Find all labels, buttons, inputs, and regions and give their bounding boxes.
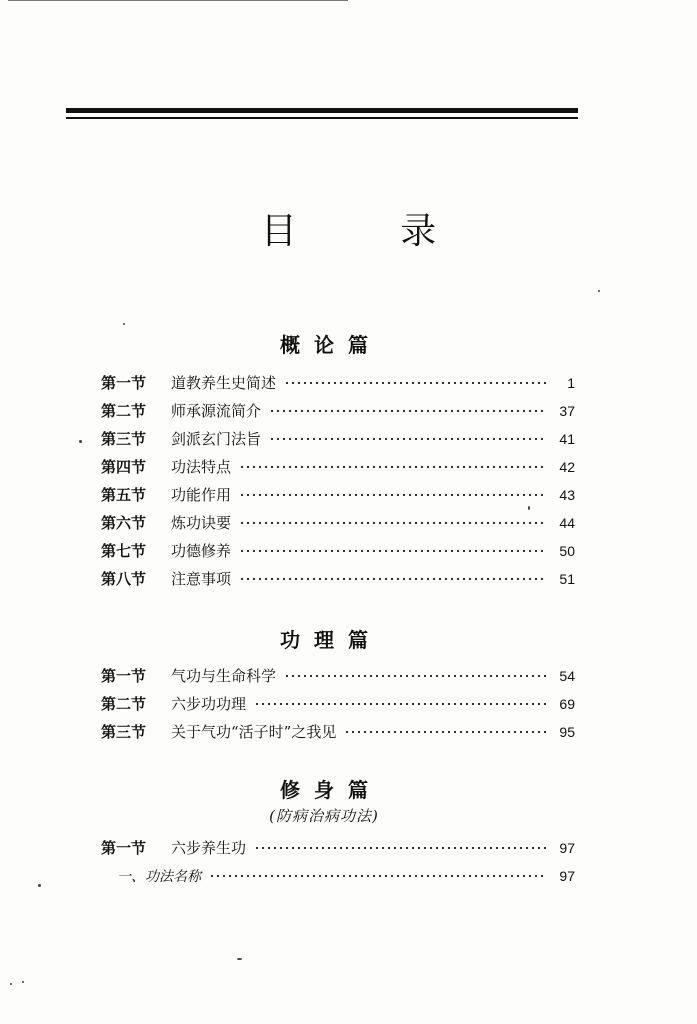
toc-row[interactable] (101, 718, 575, 746)
subsection-title: 一、功法名称 (117, 869, 201, 885)
dot-leader (269, 437, 547, 441)
toc-row[interactable] (101, 834, 575, 862)
page-number: 95 (559, 724, 575, 740)
page-number: 1 (567, 375, 575, 391)
toc-row[interactable] (101, 369, 575, 397)
dot-leader (239, 549, 547, 553)
toc-row[interactable] (101, 509, 575, 537)
page-number: 51 (559, 571, 575, 587)
toc-list-xiushen (101, 834, 575, 890)
section-title: 剑派玄门法旨 (171, 430, 262, 448)
section-title: 气功与生命科学 (171, 667, 277, 685)
page-title: 目 录 (260, 211, 483, 252)
page-number: 42 (559, 459, 575, 475)
dot-leader (239, 521, 547, 525)
section-title: 功法特点 (171, 458, 232, 476)
page-number: 44 (559, 515, 575, 531)
scan-speck (38, 884, 41, 887)
section-number: 第四节 (101, 458, 147, 476)
page-number: 37 (559, 403, 575, 419)
toc-row[interactable] (101, 565, 575, 593)
dot-leader (239, 577, 547, 581)
section-number: 第一节 (101, 667, 147, 685)
dot-leader (284, 381, 547, 385)
section-title: 功德修养 (171, 542, 232, 560)
section-number: 第八节 (101, 570, 147, 588)
section-heading-xiushen: 修身篇 (280, 778, 382, 802)
section-number: 第三节 (101, 723, 147, 741)
scan-speck (79, 440, 82, 443)
section-title: 注意事项 (171, 570, 232, 588)
toc-row[interactable] (101, 453, 575, 481)
section-number: 第七节 (101, 542, 147, 560)
header-rule-thick (66, 108, 578, 113)
section-title: 师承源流简介 (171, 402, 262, 420)
page-number: 43 (559, 487, 575, 503)
scan-speck (598, 290, 600, 292)
section-number: 第二节 (101, 402, 147, 420)
section-title: 六步养生功 (171, 839, 247, 857)
section-number: 第一节 (101, 839, 147, 857)
scan-speck (10, 983, 12, 985)
section-title: 道教养生史简述 (171, 374, 277, 392)
scan-speck (528, 506, 530, 510)
section-number: 第五节 (101, 486, 147, 504)
section-number: 第六节 (101, 514, 147, 532)
toc-row[interactable] (101, 690, 575, 718)
dot-leader (239, 465, 547, 469)
page-number: 97 (559, 868, 575, 884)
top-edge-line (8, 0, 348, 1)
scan-speck (237, 958, 242, 960)
dot-leader (209, 874, 547, 878)
page-number: 97 (559, 840, 575, 856)
toc-list-gongli (101, 662, 575, 746)
section-number: 第三节 (101, 430, 147, 448)
page-number: 69 (559, 696, 575, 712)
toc-list-gailun (101, 369, 575, 593)
scan-speck (22, 981, 24, 983)
section-subtitle: (防病治病功法) (269, 807, 379, 825)
section-heading-gailun: 概论篇 (280, 333, 382, 357)
scan-speck (123, 323, 125, 325)
dot-leader (344, 730, 547, 734)
dot-leader (254, 846, 547, 850)
section-title: 炼功诀要 (171, 514, 232, 532)
section-title: 六步功功理 (171, 695, 247, 713)
section-heading-gongli: 功理篇 (280, 628, 382, 652)
toc-row[interactable] (101, 662, 575, 690)
dot-leader (239, 493, 547, 497)
section-title: 功能作用 (171, 486, 232, 504)
header-rule-thin (66, 117, 578, 119)
page-number: 54 (559, 668, 575, 684)
toc-row[interactable] (101, 481, 575, 509)
toc-row[interactable] (101, 537, 575, 565)
dot-leader (269, 409, 547, 413)
dot-leader (254, 702, 547, 706)
page-number: 50 (559, 543, 575, 559)
section-number: 第二节 (101, 695, 147, 713)
section-title: 关于气功“活子时”之我见 (171, 723, 337, 741)
toc-row[interactable] (101, 397, 575, 425)
page-number: 41 (559, 431, 575, 447)
toc-row[interactable] (101, 425, 575, 453)
toc-subrow[interactable] (101, 862, 575, 890)
dot-leader (284, 674, 547, 678)
section-number: 第一节 (101, 374, 147, 392)
